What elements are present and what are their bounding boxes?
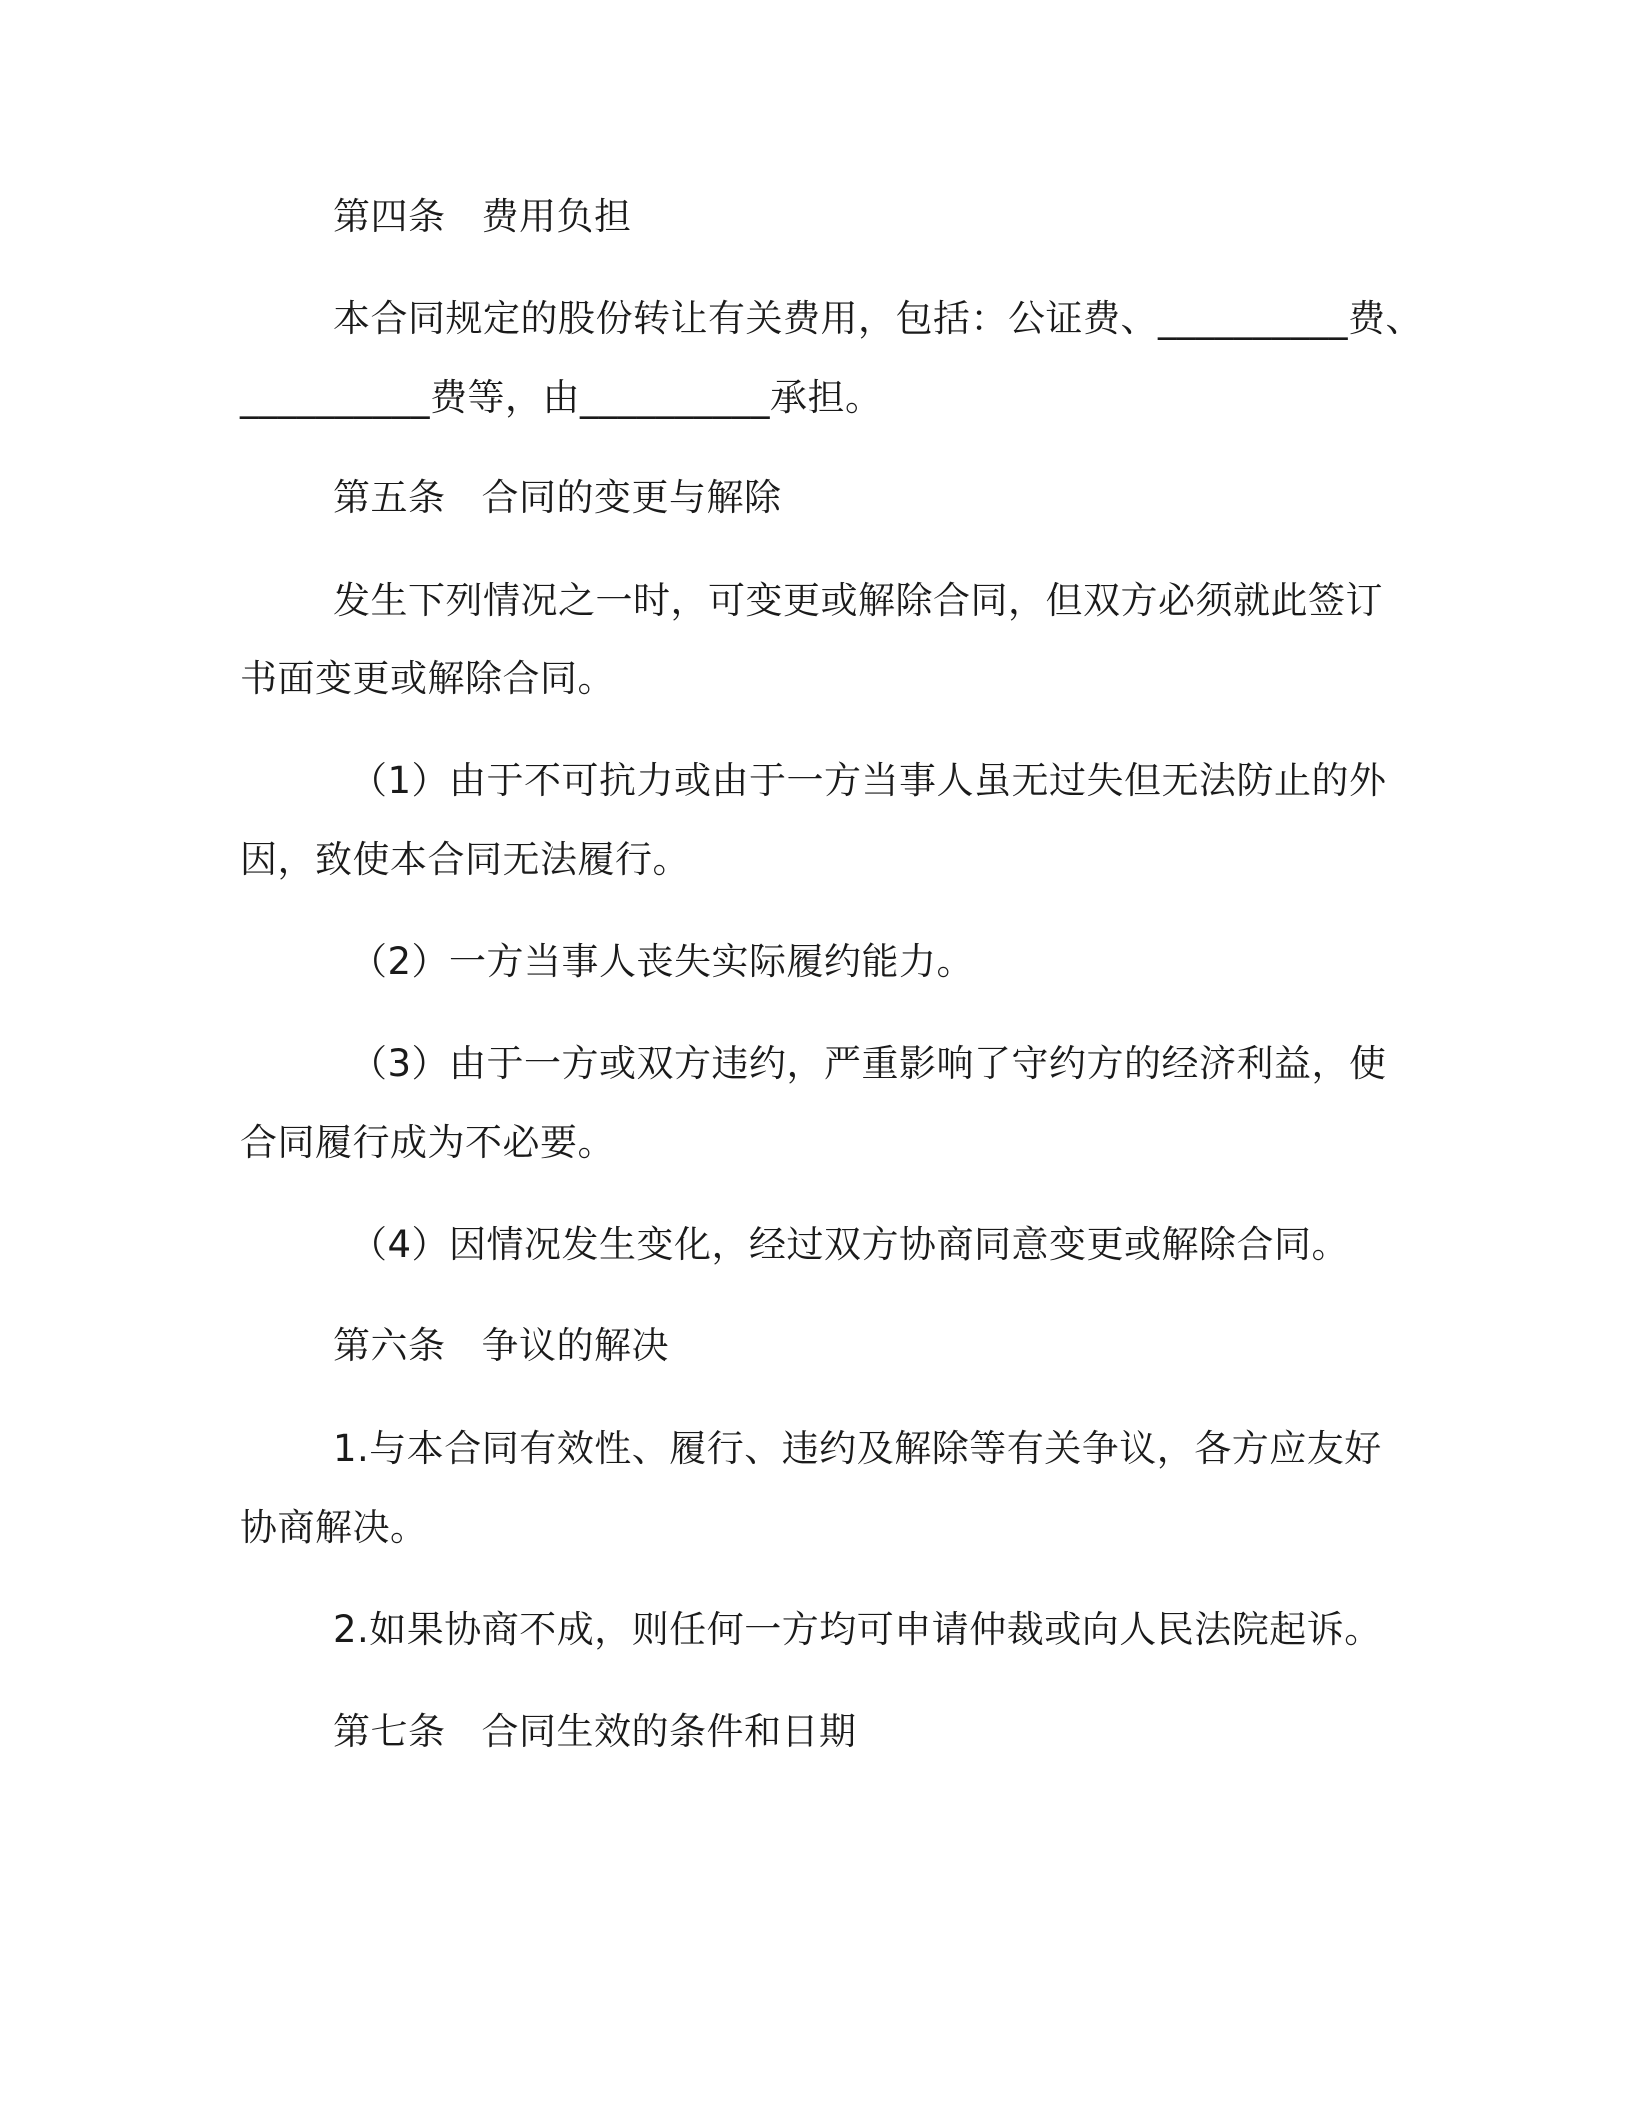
article7-number: 第七条 [333, 1710, 446, 1753]
article5-para-line2: 书面变更或解除合同。 [240, 657, 615, 700]
article4-number: 第四条 [333, 195, 446, 238]
article5-title: 合同的变更与解除 [481, 476, 782, 519]
article5-item3-line1: （3）由于一方或双方违约，严重影响了守约方的经济利益，使 [350, 1042, 1387, 1085]
article6-title: 争议的解决 [481, 1324, 669, 1367]
article4-title: 费用负担 [481, 195, 632, 238]
article5-heading [333, 474, 782, 522]
article4-para-line2: __________费等，由__________承担。 [240, 376, 883, 419]
article7-heading [333, 1708, 857, 1756]
article5-item1-line2: 因，致使本合同无法履行。 [240, 838, 690, 881]
article4-heading [333, 193, 632, 241]
article6-number: 第六条 [333, 1324, 446, 1367]
article5-item4: （4）因情况发生变化，经过双方协商同意变更或解除合同。 [350, 1223, 1350, 1266]
article5-item2: （2）一方当事人丧失实际履约能力。 [350, 940, 975, 983]
article7-title: 合同生效的条件和日期 [481, 1710, 857, 1753]
article5-para-line1: 发生下列情况之一时，可变更或解除合同，但双方必须就此签订 [333, 579, 1383, 622]
article6-clause1-line2: 协商解决。 [240, 1506, 428, 1549]
article6-heading [333, 1322, 669, 1370]
article4-para-line1: 本合同规定的股份转让有关费用，包括：公证费、__________费、 [333, 297, 1423, 340]
article5-number: 第五条 [333, 476, 446, 519]
article5-item1-line1: （1）由于不可抗力或由于一方当事人虽无过失但无法防止的外 [350, 759, 1387, 802]
article6-clause2: 2.如果协商不成，则任何一方均可申请仲裁或向人民法院起诉。 [333, 1608, 1382, 1651]
article5-item3-line2: 合同履行成为不必要。 [240, 1121, 615, 1164]
article6-clause1-line1: 1.与本合同有效性、履行、违约及解除等有关争议，各方应友好 [333, 1427, 1382, 1470]
